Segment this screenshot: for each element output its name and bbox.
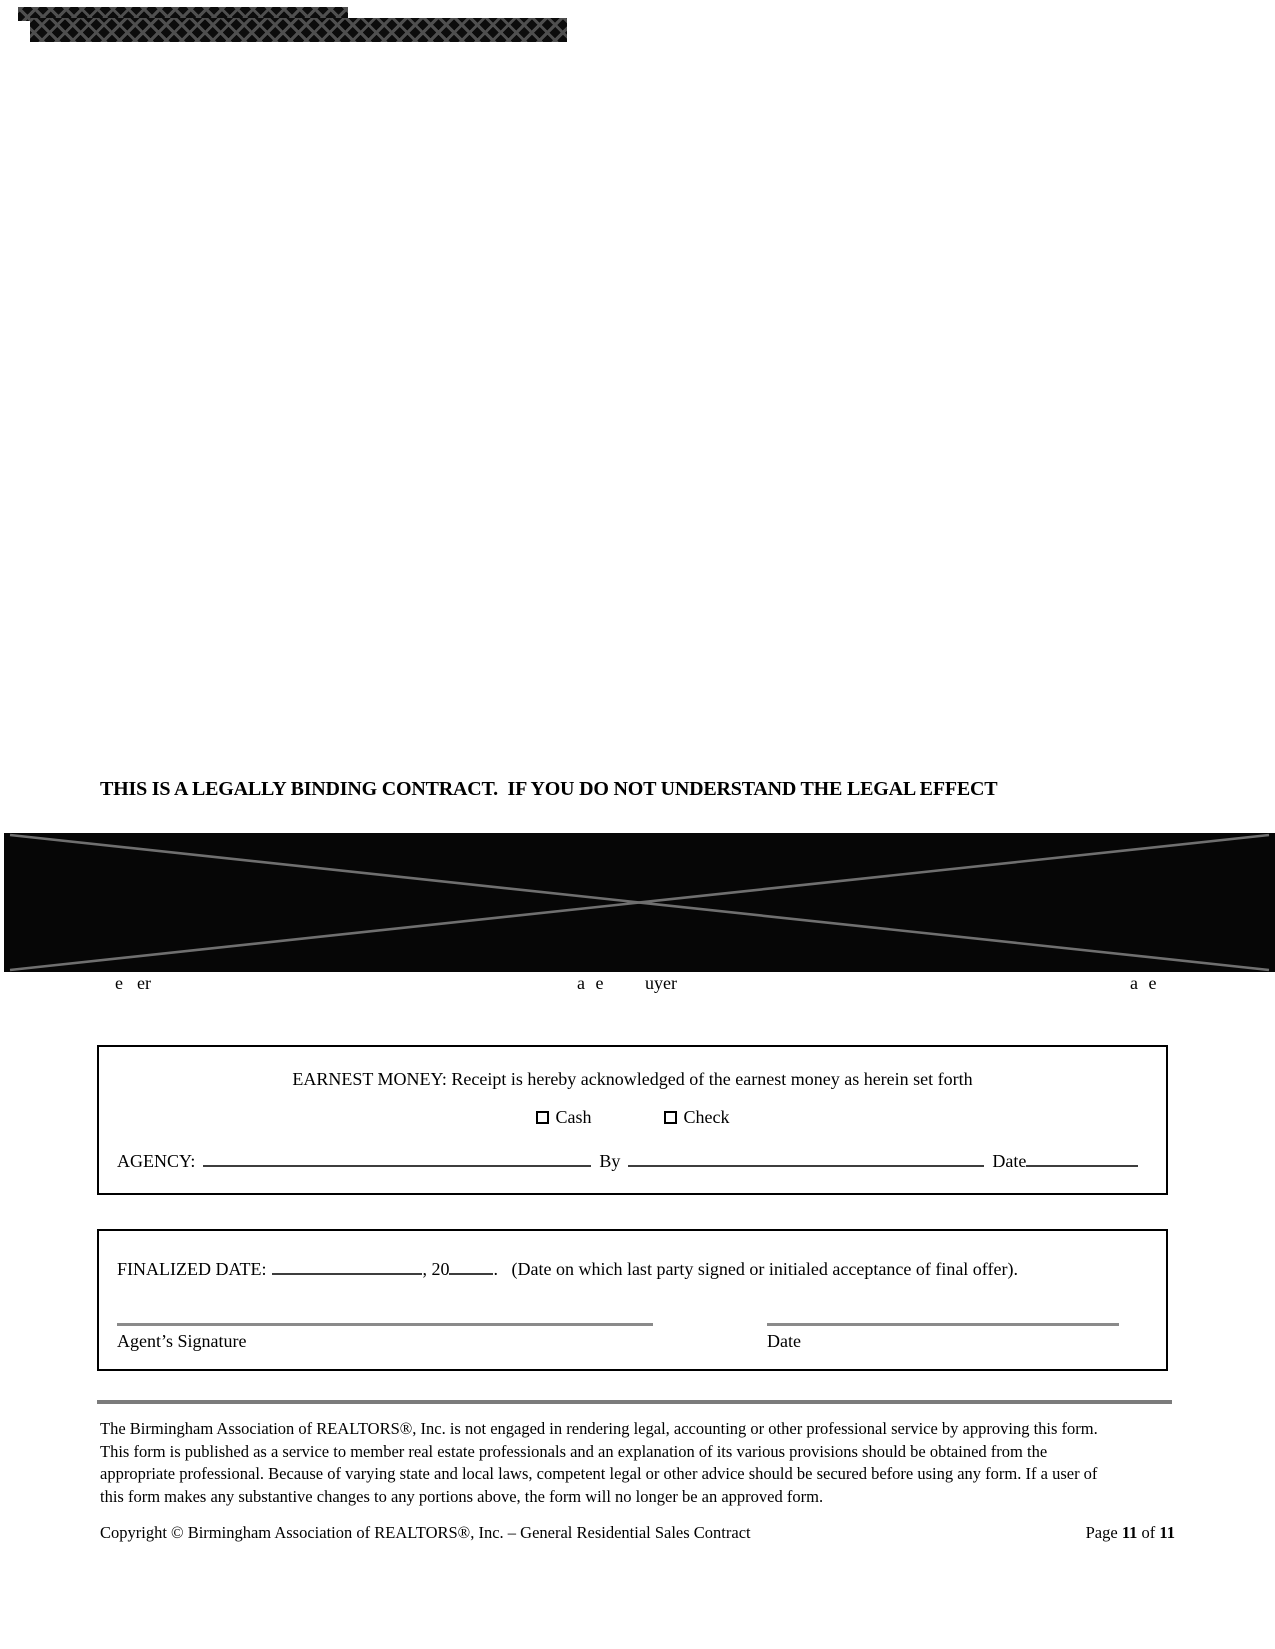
agency-date-blank[interactable] — [1026, 1147, 1138, 1167]
check-checkbox[interactable] — [664, 1111, 677, 1124]
finalized-date-label: FINALIZED DATE: — [117, 1259, 267, 1279]
earnest-payment-options — [99, 1107, 1166, 1128]
by-label: By — [599, 1151, 621, 1171]
earnest-money-box — [97, 1045, 1168, 1195]
agent-date-label: Date — [767, 1331, 801, 1351]
finalized-date-blank[interactable] — [272, 1255, 422, 1275]
agent-signature-label: Agent’s Signature — [117, 1331, 247, 1351]
redacted-image-block — [4, 833, 1275, 972]
footer-divider-rule — [97, 1400, 1172, 1404]
check-option[interactable] — [664, 1107, 730, 1128]
cash-checkbox[interactable] — [536, 1111, 549, 1124]
date-fragment-1: a e — [577, 973, 604, 993]
finalized-date-note: . (Date on which last party signed or initialed acceptance of final offer). — [493, 1259, 1018, 1279]
legal-notice-line-1: THIS IS A LEGALLY BINDING CONTRACT. IF YOU DO NOT UNDERSTAND THE LEGAL EFFECT — [100, 778, 998, 800]
finalized-year-blank[interactable] — [449, 1255, 493, 1275]
agent-date-line[interactable] — [767, 1323, 1119, 1326]
page-number — [1086, 1523, 1175, 1543]
cash-option[interactable] — [536, 1107, 592, 1128]
seller-fragment: e — [115, 973, 123, 993]
buyer-fragment: uyer — [645, 973, 677, 993]
agency-by-blank[interactable] — [628, 1147, 984, 1167]
page-footer — [100, 1523, 1175, 1543]
redaction-bar-bottom — [30, 18, 567, 42]
agency-date-label: Date — [992, 1151, 1027, 1171]
page-total: 11 — [1159, 1523, 1175, 1542]
agency-name-blank[interactable] — [203, 1147, 591, 1167]
signature-row-fragments — [0, 973, 1275, 995]
page-current: 11 — [1121, 1523, 1138, 1542]
agency-label: AGENCY: — [117, 1151, 196, 1171]
seller-fragment-2: er — [137, 973, 151, 993]
page-word: Page — [1085, 1523, 1122, 1542]
check-label: Check — [683, 1107, 730, 1127]
year-prefix-label: , 20 — [422, 1259, 450, 1279]
cash-label: Cash — [555, 1107, 592, 1127]
earnest-money-title: EARNEST MONEY: Receipt is hereby acknowledged of the earnest money as herein set forth — [292, 1069, 973, 1089]
agency-row — [99, 1147, 1166, 1172]
agent-signature-line[interactable] — [117, 1323, 653, 1326]
of-word: of — [1137, 1523, 1160, 1542]
date-fragment-2: a e — [1130, 973, 1157, 993]
finalized-date-row — [99, 1255, 1166, 1280]
x-placeholder-icon — [4, 833, 1275, 972]
association-disclaimer: The Birmingham Association of REALTORS®, Inc. is not engaged in rendering legal, accounting or other professional service by approving this form. This form is published as a service to member real estate professionals and an explanation of its various provisions should be obtained from the appropriate professional. Because of varying state and local laws, competent legal or other advice should be secured before using any form. If a user of this form makes any substantive changes to any portions above, the form will no longer be an approved form. — [100, 1419, 1098, 1506]
finalized-date-box — [97, 1229, 1168, 1371]
copyright-line: Copyright © Birmingham Association of REALTORS®, Inc. – General Residential Sales Contract — [100, 1523, 751, 1542]
